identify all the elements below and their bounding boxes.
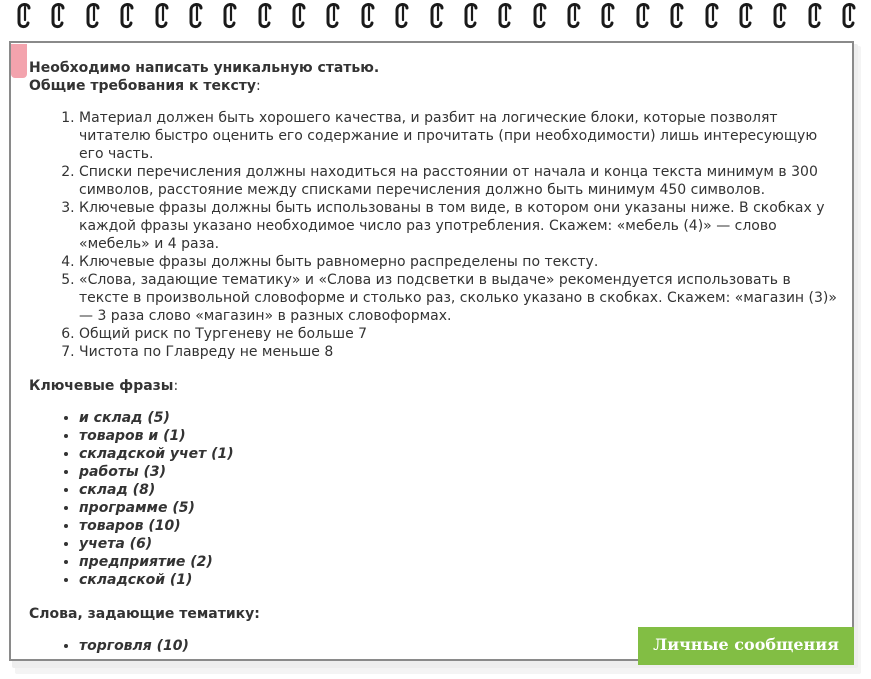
spiral-ring-icon (325, 0, 341, 30)
spiral-ring-icon (154, 0, 170, 30)
spiral-ring-icon (16, 0, 32, 30)
keyword-item: • программе (5) (79, 499, 839, 517)
requirement-item: 7. Чистота по Главреду не меньше 8 (79, 343, 839, 361)
spiral-ring-icon (50, 0, 66, 30)
spiral-ring-icon (119, 0, 135, 30)
requirements-heading-line (29, 77, 839, 95)
requirement-item: 3. Ключевые фразы должны быть использованы в том виде, в котором они указаны ниже. В скобках у каждой фразы указано необходимое число раз употребления. Скажем: «мебель (4)» — слово «мебель» и 4 раза. (79, 199, 839, 253)
spiral-ring-icon (429, 0, 445, 30)
bookmark-tab (11, 44, 27, 78)
keyword-item: • товаров (10) (79, 517, 839, 535)
keyword-item: • товаров и (1) (79, 427, 839, 445)
keyword-item: • склад (8) (79, 481, 839, 499)
spiral-ring-icon (566, 0, 582, 30)
requirement-item: 5. «Слова, задающие тематику» и «Слова из подсветки в выдаче» рекомендуется использовать в тексте в произвольной словоформе и столько раз, сколько указано в скобках. Скажем: «магазин (3)» — 3 раза слово «магазин» в разных словоформах. (79, 271, 839, 325)
spiral-ring-icon (704, 0, 720, 30)
private-messages-button[interactable]: Личные сообщения (638, 627, 854, 665)
requirements-heading: Общие требования к тексту (29, 78, 257, 94)
keyword-item: • учета (6) (79, 535, 839, 553)
keywords-heading-line (29, 377, 839, 395)
keyword-item: • предприятие (2) (79, 553, 839, 571)
keyword-item: • и склад (5) (79, 409, 839, 427)
spiral-ring-icon (841, 0, 857, 30)
requirement-item: 6. Общий риск по Тургеневу не больше 7 (79, 325, 839, 343)
spiral-ring-icon (807, 0, 823, 30)
keyword-item: • работы (3) (79, 463, 839, 481)
topic-words-heading: Слова, задающие тематику: (29, 606, 260, 622)
keywords-heading: Ключевые фразы (29, 378, 174, 394)
spiral-ring-icon (532, 0, 548, 30)
keyword-item: • складской (1) (79, 571, 839, 589)
keywords-list (29, 409, 839, 589)
spiral-ring-icon (222, 0, 238, 30)
spiral-ring-icon (463, 0, 479, 30)
spiral-ring-icon (738, 0, 754, 30)
notebook-page (9, 41, 854, 661)
spiral-ring-icon (669, 0, 685, 30)
task-description (29, 59, 839, 655)
spiral-ring-icon (497, 0, 513, 30)
requirement-item: 4. Ключевые фразы должны быть равномерно распределены по тексту. (79, 253, 839, 271)
spiral-ring-icon (291, 0, 307, 30)
spiral-ring-icon (188, 0, 204, 30)
keywords-heading-colon: : (173, 378, 179, 394)
spiral-ring-icon (257, 0, 273, 30)
spiral-ring-icon (360, 0, 376, 30)
requirement-item: 1. Материал должен быть хорошего качества, и разбит на логические блоки, которые позволят читателю быстро оценить его содержание и прочитать (при необходимости) лишь интересующую его часть. (79, 109, 839, 163)
intro-line: Необходимо написать уникальную статью. (29, 60, 380, 76)
spiral-ring-icon (85, 0, 101, 30)
topic-word-item: • торговля (10) (79, 637, 839, 655)
notebook-spiral-binding (0, 0, 871, 34)
spiral-ring-icon (600, 0, 616, 30)
requirement-item: 2. Списки перечисления должны находиться на расстоянии от начала и конца текста минимум в 300 символов, расстояние между списками перечисления должно быть минимум 450 символов. (79, 163, 839, 199)
keyword-item: • складской учет (1) (79, 445, 839, 463)
spiral-ring-icon (635, 0, 651, 30)
requirements-heading-colon: : (256, 78, 261, 94)
spiral-ring-icon (772, 0, 788, 30)
requirements-list (29, 109, 839, 361)
spiral-ring-icon (394, 0, 410, 30)
